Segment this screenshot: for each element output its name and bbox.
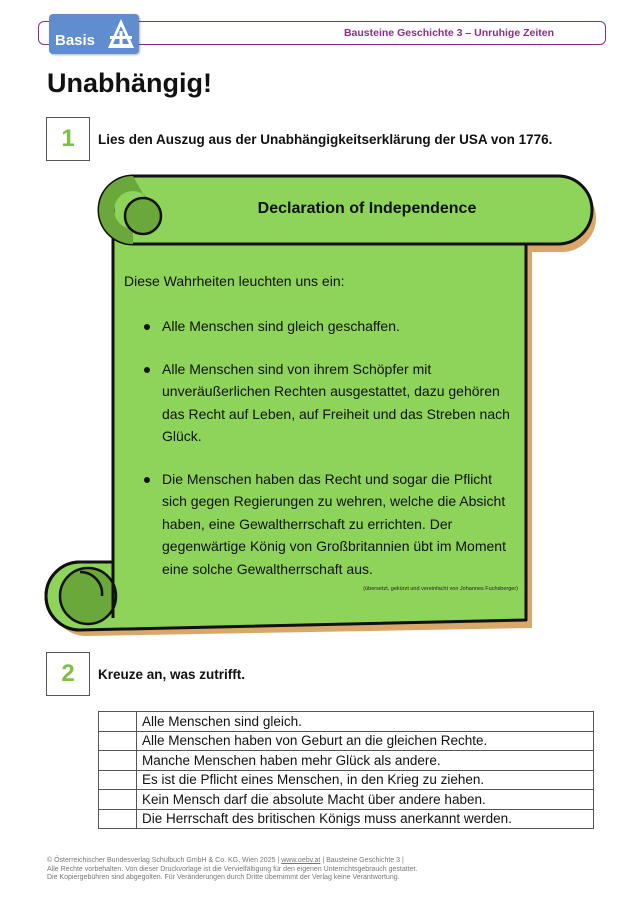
bullet-icon: [144, 324, 150, 330]
statement-text: Es ist die Pflicht eines Menschen, in den Krieg zu ziehen.: [137, 770, 594, 790]
table-row: [99, 712, 594, 732]
table-row: [99, 751, 594, 771]
statement-text: Kein Mensch darf die absolute Macht über andere haben.: [137, 790, 594, 810]
statement-check-table: [98, 711, 594, 829]
table-row: [99, 731, 594, 751]
table-row: [99, 809, 594, 829]
triangle-logo-icon: [106, 17, 136, 51]
task-number-1: 1: [61, 125, 75, 152]
translation-note: (übersetzt, gekürzt und vereinfacht von Johannes Fuchsberger): [363, 586, 518, 592]
task-number-2: 2: [61, 660, 75, 687]
checkbox-cell[interactable]: [99, 751, 137, 771]
bullet-icon: [144, 477, 150, 483]
checkbox-cell[interactable]: [99, 790, 137, 810]
bullet-text: Die Menschen haben das Recht und sogar die Pflicht sich gegen Regierungen zu wehren, welche die Absicht haben, eine Gewaltherrschaft zu errichten. Der gegenwärtige König von Großbritannien übt im Moment eine solche Gewaltherrschaft aus.: [162, 470, 506, 577]
footer-line-1: © Österreichischer Bundesverlag Schulbuch GmbH & Co. KG, Wien 2025 | www.oebv.at | Bausteine Geschichte 3 |: [47, 857, 404, 864]
declaration-bullet-list: [124, 315, 514, 600]
scroll-heading: Declaration of Independence: [257, 200, 477, 217]
footer-line-2: Alle Rechte vorbehalten. Von dieser Druckvorlage ist die Vervielfältigung für den eigenen Unterrichtsgebrauch gestattet.: [47, 865, 418, 873]
task-number-box-2: [46, 652, 90, 696]
checkbox-cell[interactable]: [99, 712, 137, 732]
series-title: Bausteine Geschichte 3 – Unruhige Zeiten: [343, 27, 555, 39]
footer: [47, 857, 607, 883]
table-row: [99, 770, 594, 790]
statement-text: Die Herrschaft des britischen Königs muss anerkannt werden.: [137, 809, 594, 829]
checkbox-cell[interactable]: [99, 809, 137, 829]
declaration-bullet: [124, 468, 514, 581]
task-1-instruction: Lies den Auszug aus der Unabhängigkeitserklärung der USA von 1776.: [98, 132, 553, 147]
checkbox-cell[interactable]: [99, 770, 137, 790]
footer-line-3: Die Kopiergebühren sind abgegolten. Für Veränderungen durch Dritte übernimmt der Verlag keine Verantwortung.: [47, 874, 400, 881]
logo-text: Basis: [55, 32, 96, 49]
task-number-box-1: [46, 117, 90, 161]
scroll-intro: Diese Wahrheiten leuchten uns ein:: [124, 273, 345, 289]
bullet-text: Alle Menschen sind von ihrem Schöpfer mit unveräußerlichen Rechten ausgestattet, dazu gehören das Recht auf Leben, auf Freiheit und das Streben nach Glück.: [162, 360, 510, 444]
statement-text: Alle Menschen haben von Geburt an die gleichen Rechte.: [137, 731, 594, 751]
task-2-instruction: Kreuze an, was zutrifft.: [98, 667, 246, 682]
publisher-link[interactable]: www.oebv.at: [281, 857, 321, 864]
basis-logo: [49, 14, 139, 54]
declaration-bullet: [124, 315, 514, 338]
declaration-bullet: [124, 358, 514, 448]
table-row: [99, 790, 594, 810]
bullet-text: Alle Menschen sind gleich geschaffen.: [162, 318, 400, 334]
bullet-icon: [144, 367, 150, 373]
statement-text: Manche Menschen haben mehr Glück als andere.: [137, 751, 594, 771]
statement-text: Alle Menschen sind gleich.: [137, 712, 594, 732]
checkbox-cell[interactable]: [99, 731, 137, 751]
page-title: Unabhängig!: [47, 68, 212, 98]
